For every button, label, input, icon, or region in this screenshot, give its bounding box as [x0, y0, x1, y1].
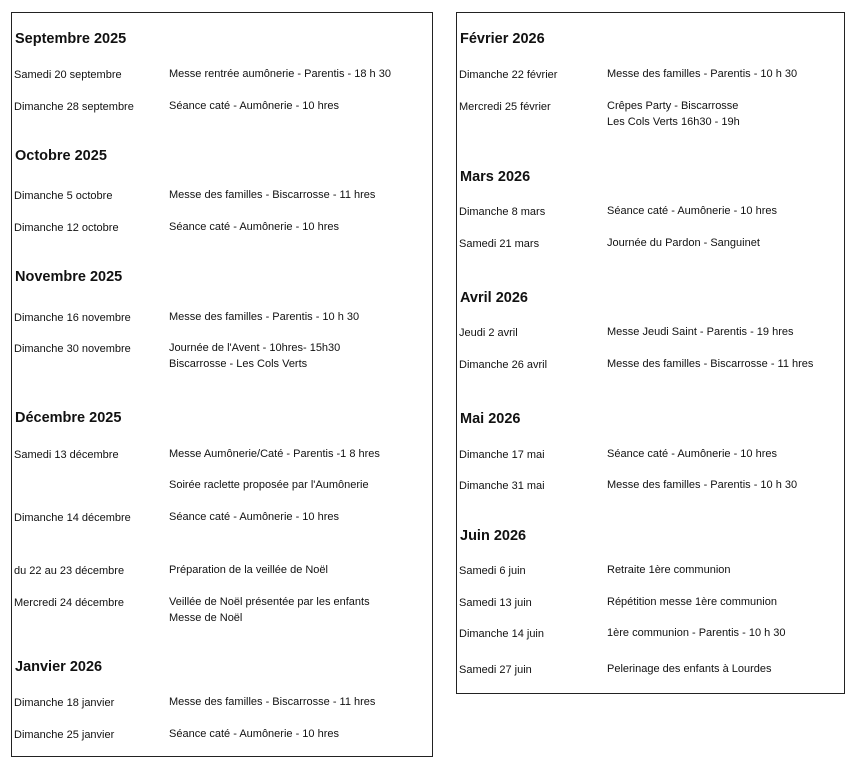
event-description: Messe des familles - Parentis - 10 h 30 [607, 479, 798, 491]
event-date: Mercredi 24 décembre [14, 597, 125, 609]
event-date: Samedi 13 décembre [14, 449, 119, 461]
event-description: Messe des familles - Biscarrosse - 11 hres [607, 358, 814, 370]
event-date: Samedi 20 septembre [14, 69, 122, 81]
event-description: Journée de l'Avent - 10hres- 15h30 Biscarrosse - Les Cols Verts [169, 342, 341, 370]
event-date: Dimanche 18 janvier [14, 697, 115, 709]
event-description: 1ère communion - Parentis - 10 h 30 [607, 627, 786, 639]
event-description: Veillée de Noël présentée par les enfants Messe de Noël [169, 596, 370, 624]
month-heading: Mai 2026 [460, 411, 521, 427]
event-description: Messe Aumônerie/Caté - Parentis -1 8 hres [169, 448, 380, 460]
event-description: Séance caté - Aumônerie - 10 hres [169, 221, 339, 233]
event-date: Dimanche 25 janvier [14, 729, 115, 741]
event-date: Dimanche 14 décembre [14, 512, 131, 524]
event-date: Dimanche 16 novembre [14, 312, 131, 324]
event-description: Préparation de la veillée de Noël [169, 564, 328, 576]
event-date: Jeudi 2 avril [459, 327, 518, 339]
event-date: Dimanche 26 avril [459, 359, 548, 371]
event-date: Samedi 6 juin [459, 565, 526, 577]
event-date: Dimanche 28 septembre [14, 101, 134, 113]
event-description: Retraite 1ère communion [607, 564, 731, 576]
month-heading: Novembre 2025 [15, 269, 123, 285]
event-description: Crêpes Party - Biscarrosse Les Cols Verts 16h30 - 19h [607, 100, 740, 128]
event-description: Messe Jeudi Saint - Parentis - 19 hres [607, 326, 794, 338]
event-description: Journée du Pardon - Sanguinet [607, 237, 760, 249]
month-heading: Janvier 2026 [15, 659, 103, 675]
event-description: Séance caté - Aumônerie - 10 hres [607, 205, 777, 217]
month-heading: Février 2026 [460, 31, 545, 47]
event-date: Dimanche 12 octobre [14, 222, 119, 234]
event-description: Messe des familles - Parentis - 10 h 30 [607, 68, 798, 80]
calendar-panel-right [456, 12, 845, 694]
event-description: Séance caté - Aumônerie - 10 hres [169, 728, 339, 740]
month-heading: Mars 2026 [460, 169, 531, 185]
event-date: Samedi 13 juin [459, 597, 532, 609]
event-description: Répétition messe 1ère communion [607, 596, 777, 608]
event-description: Messe rentrée aumônerie - Parentis - 18 h 30 [169, 68, 391, 80]
event-description: Messe des familles - Biscarrosse - 11 hres [169, 189, 376, 201]
month-heading: Avril 2026 [460, 290, 528, 306]
event-date: Dimanche 17 mai [459, 449, 545, 461]
event-description: Séance caté - Aumônerie - 10 hres [169, 511, 339, 523]
event-date: Mercredi 25 février [459, 101, 551, 113]
event-date: Dimanche 14 juin [459, 628, 544, 640]
month-heading: Juin 2026 [460, 528, 527, 544]
event-date: Dimanche 31 mai [459, 480, 545, 492]
event-description: Soirée raclette proposée par l'Aumônerie [169, 479, 369, 491]
event-date: Samedi 21 mars [459, 238, 540, 250]
event-date: Dimanche 30 novembre [14, 343, 131, 355]
event-description: Messe des familles - Biscarrosse - 11 hres [169, 696, 376, 708]
month-heading: Octobre 2025 [15, 148, 107, 164]
event-date: du 22 au 23 décembre [14, 565, 125, 577]
event-date: Samedi 27 juin [459, 664, 532, 676]
event-description: Pelerinage des enfants à Lourdes [607, 663, 772, 675]
event-date: Dimanche 8 mars [459, 206, 546, 218]
month-heading: Septembre 2025 [15, 31, 127, 47]
event-date: Dimanche 5 octobre [14, 190, 113, 202]
event-description: Séance caté - Aumônerie - 10 hres [607, 448, 777, 460]
event-description: Messe des familles - Parentis - 10 h 30 [169, 311, 360, 323]
event-date: Dimanche 22 février [459, 69, 558, 81]
calendar-panel-left [11, 12, 433, 757]
month-heading: Décembre 2025 [15, 410, 122, 426]
event-description: Séance caté - Aumônerie - 10 hres [169, 100, 339, 112]
